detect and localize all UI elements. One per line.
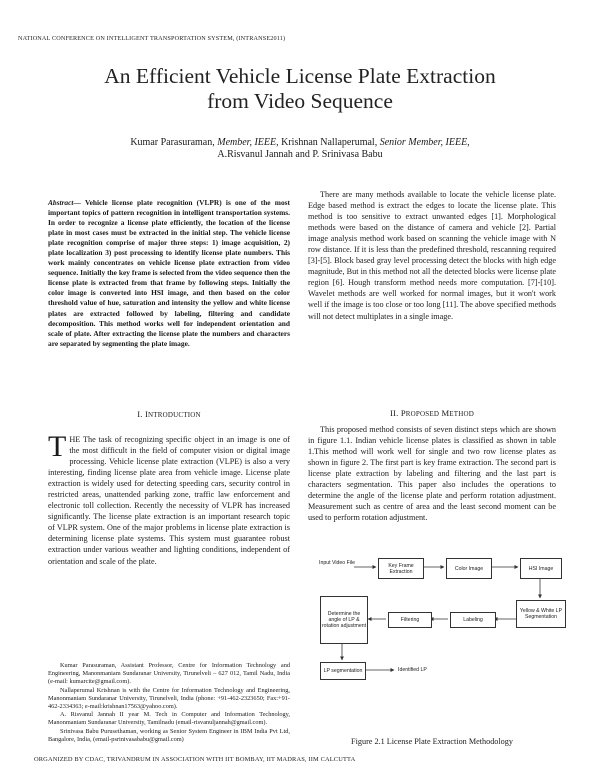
author-1-role: Member, IEEE, bbox=[217, 137, 279, 148]
footnote: A. Risvanul Jannah II year M. Tech in Computer and Information Technology, Manonmaniam Sundaranar University, Tamilnadu (email-risvanuljannah@gmail.com). bbox=[48, 711, 290, 727]
introduction-text: HE The task of recognizing specific object in an image is one of the most difficult in the field of computer vision or digital image processing. Vehicle license plate extraction (VLPE) is also a very interesting, finding license plate area from vehicle image. License plate extraction is widely used for detecting speeding cars, security control in restricted areas, unattended parking zone, traffic law enforcement and electronic toll collection. Recently the necessity of VLPR has increased significantly. The license plate extraction is an important research topic of VLPR system. One of the major problems in license plate extraction is determining license plate systems. This system must guarantee robust extraction under various weather and lighting conditions, independent of orientation and scale of the plate. bbox=[48, 435, 290, 566]
footnote: Nallaperumal Krishnan is with the Centre for Information Technology and Engineering, Manonmaniam Sundaranar University, Tirunelveli, India (phone: +91-462-2323650; Fax:+91-462-2334363; e-mail:krishnan17563@yahoo.com). bbox=[48, 686, 290, 711]
flow-lp-segmentation: LP segmentation bbox=[320, 662, 366, 680]
author-list bbox=[40, 137, 560, 161]
introduction-body bbox=[48, 430, 290, 567]
author-footnotes bbox=[48, 662, 290, 744]
author-2-name: Krishnan Nallaperumal, bbox=[281, 137, 378, 148]
abstract bbox=[48, 198, 290, 349]
abstract-text: Vehicle license plate recognition (VLPR) is one of the most important topics of pattern recognition in intelligent transportation systems. In order to recognize a license plate efficiently, the location of the license plate in most cases must be extracted in the initial step. The vehicle license plate recognition comprise of major three steps: 1) image acquisition, 2) plate localization 3) post processing to identify license plate numbers. This work mainly concentrates on vehicle license plate extraction from video sequence. Initially the key frame is selected from the video sequence then the license plate is extracted from that frame by following steps. Initially the color image is converted into HSI image, and then based on the color threshold value of hue, saturation and intensity the yellow and white license plates are extracted followed by labeling, filtering and candidate decomposition. This method works well for independent orientation and scale of plate. After extracting the license plate the numbers and characters are separated by segmenting the plate image. bbox=[48, 198, 290, 348]
drop-cap: T bbox=[48, 430, 67, 463]
footnote: Kumar Parasuraman, Assistant Professor, Centre for Information Technology and Engineering, Manonmaniam Sundaranar University, Tirunelveli – 627 012, Tamil Nadu, India (e-mail: kumarcite@gmail.com). bbox=[48, 662, 290, 686]
section-heading-introduction: I. INTRODUCTION bbox=[137, 409, 201, 419]
proposed-method-paragraph: This proposed method consists of seven distinct steps which are shown in figure 1.1. Indian vehicle license plates is classified as shown in table 1.This method will work well for single and two row license plates as shown in figure 2. The first part is key frame extraction. The second part is license plate extraction by labeling and filtering and the last part is characters segmentation. This paper also includes the operations to determine the angle of the license plate and perform rotation adjustment. Measurement such as centre of area and the least second moment can be used to perform rotation adjustment. bbox=[308, 425, 556, 523]
flow-filtering: Filtering bbox=[388, 612, 432, 628]
title-line-1: An Efficient Vehicle License Plate Extraction bbox=[104, 64, 496, 88]
author-1-name: Kumar Parasuraman, bbox=[130, 137, 215, 148]
flow-input-video-file: Input Video File bbox=[319, 560, 355, 566]
footnote: Srinivasa Babu Purusethaman, working as Senior System Engineer in IBM India Pvt Ltd, Bangalore, India, (email-psrinivasababu@gmail.com) bbox=[48, 727, 290, 743]
abstract-label: Abstract— bbox=[48, 198, 81, 207]
flow-color-image: Color Image bbox=[446, 558, 492, 579]
related-work-paragraph: There are many methods available to locate the vehicle license plate. Edge based method is extract the edges to locate the license plate. This method is too sensitive to extract unwanted edges [1]. Morphological methods were based on the distance of camera and vehicle [2]. Partial image analysis method work based on scanning the vehicle image with N row distance. If it is less than the predefined threshold, rescanning required [3]-[5]. Block based gray level processing detect the blocks with high edge magnitude, But in this method not all the detected blocks were license plate region [6]. Hough transform method needs more computation. [7]-[10]. Wavelet methods are well worked for normal images, but it won't work well if the image is too close or too long [11]. The above specified methods will not detect multiplates in a single image. bbox=[308, 190, 556, 321]
author-line-2: A.Risvanul Jannah and P. Srinivasa Babu bbox=[217, 149, 383, 160]
figure-caption: Figure 2.1 License Plate Extraction Methodology bbox=[351, 737, 513, 746]
methodology-flowchart bbox=[318, 552, 568, 732]
flow-hsi-image: HSI Image bbox=[520, 558, 562, 579]
flow-labeling: Labeling bbox=[450, 612, 496, 628]
author-2-role: Senior Member, IEEE, bbox=[379, 137, 470, 148]
title-line-2: from Video Sequence bbox=[207, 89, 393, 113]
flow-identified-lp: Identified LP bbox=[398, 667, 427, 673]
section-heading-proposed-method: II. PROPOSED METHOD bbox=[389, 408, 475, 418]
conference-footer: ORGANIZED BY CDAC, TRIVANDRUM IN ASSOCIATION WITH IIT BOMBAY, IIT MADRAS, IIM CALCUTTA bbox=[34, 756, 356, 763]
paper-title bbox=[40, 64, 560, 114]
flow-determine-angle-rotation: Determine the angle of LP & rotation adjustment bbox=[320, 596, 368, 644]
conference-header: NATIONAL CONFERENCE ON INTELLIGENT TRANSPORTATION SYSTEM, (INTRANSE2011) bbox=[18, 35, 286, 42]
flow-key-frame-extraction: Key Frame Extraction bbox=[378, 558, 424, 579]
flow-yellow-white-lp-segmentation: Yellow & White LP Segmentation bbox=[516, 600, 566, 628]
